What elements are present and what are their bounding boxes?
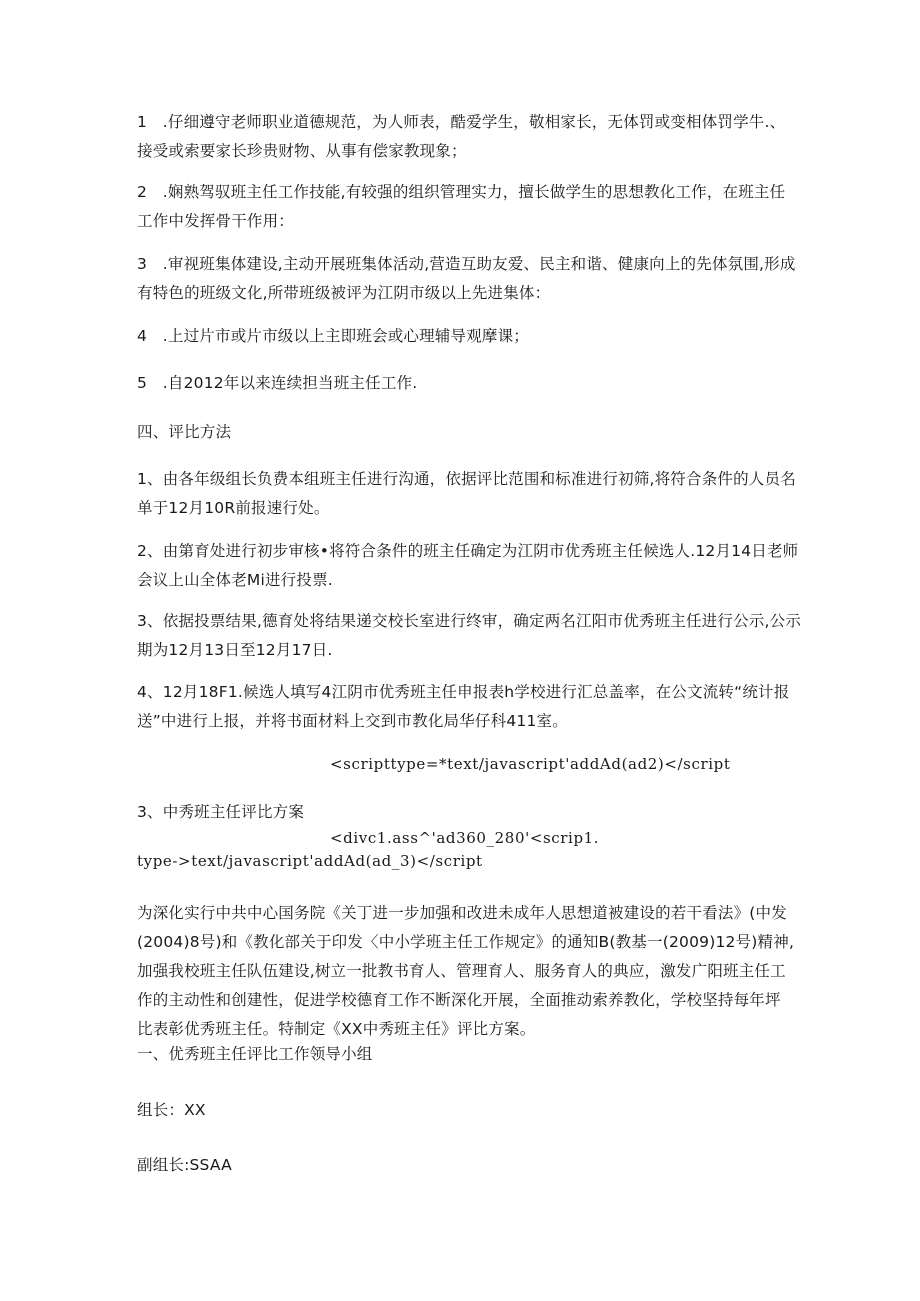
method-step-3: 3、依据投票结果,德育处将结果递交校长室进行终审，确定两名江阳市优秀班主任进行公示,公示 期为12月13日至12月17日.	[137, 612, 802, 659]
method-step-1: 1、由各年级组长负费本组班主任进行沟通，依据评比范围和标准进行初筛,将符合条件的人员名 单于12月10R前报速行处。	[137, 470, 796, 517]
leader-line: 组长：XX	[137, 1101, 206, 1119]
script-type-code-line: type->text/javascript'addAd(ad_3)</script	[137, 852, 483, 870]
criteria-item-3: 3 .审视班集体建设,主动开展班集体活动,营造互助友爱、民主和谐、健康向上的先体氛围,形成 有特色的班级文化,所带班级被评为江阴市级以上先进集体：	[137, 255, 796, 302]
intro-paragraph: 为深化实行中共中心国务院《关丁进一步加强和改进未成年人思想道被建设的若干看法》(中发 (2004)8号)和《教化部关于印发〈中小学班主任工作规定》的通知B(教基一(2009)12号)精神, 加强我校班主任队伍建设,树立一批教书育人、管理育人、服务育人的典应，激发广阳班主任工 作的主动性和创建性，促进学校德育工作不断深化开展，全面推动索养教化，学校坚持每年坪 比表彰优秀班主任。特制定《XX中秀班主任》评比方案。	[137, 904, 795, 1038]
criteria-item-1: 1 .仔细遵守老师职业道德规范，为人师表，酷爱学生，敬相家长，无体罚或变相体罚学牛.、 接受或索要家长珍贵财物、从事有偿家教现象；	[137, 113, 786, 160]
method-step-2: 2、由第育处进行初步审核•将符合条件的班主任确定为江阴市优秀班主任候选人.12月14日老师 会议上山全体老Mi进行投票.	[137, 542, 799, 589]
method-heading: 四、评比方法	[137, 423, 232, 441]
leadership-heading: 一、优秀班主任评比工作领导小组	[137, 1045, 373, 1063]
criteria-item-2: 2 .娴熟驾驭班主任工作技能,有较强的组织管理实力，擅长做学生的思想教化工作，在班主任 工作中发挥骨干作用：	[137, 183, 786, 230]
section-3-title: 3、中秀班主任评比方案	[137, 803, 305, 821]
criteria-item-4: 4 .上过片市或片市级以上主即班会或心理辅导观摩课；	[137, 327, 529, 345]
script-code-line: <scripttype=*text/javascript'addAd(ad2)</script	[330, 755, 731, 773]
method-step-4: 4、12月18F1.候选人填写4江阴市优秀班主任申报表h学校进行汇总盖率，在公文流转“统计报 送”中进行上报，并将书面材料上交到市教化局华仔科411室。	[137, 683, 790, 730]
deputy-leader-line: 副组长:SSAA	[137, 1156, 232, 1174]
div-code-line: <divc1.ass^'ad360_280'<scrip1.	[330, 829, 600, 847]
criteria-item-5: 5 .自2012年以来连续担当班主任工作.	[137, 374, 418, 392]
